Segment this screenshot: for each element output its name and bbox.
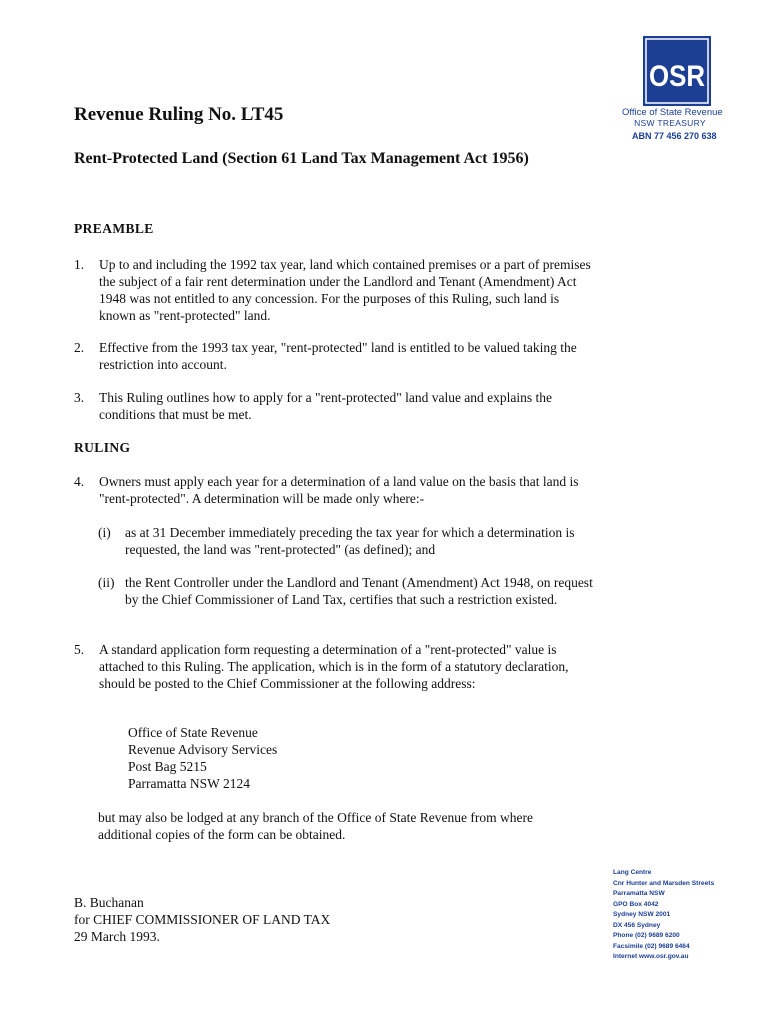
ruling-title: Revenue Ruling No. LT45 xyxy=(74,104,284,125)
postal-address xyxy=(128,724,277,792)
paragraph-text: Owners must apply each year for a determination of a land value on the basis that land is "rent-protected". A determination will be made only where:- xyxy=(99,474,579,506)
osr-logo-graphic xyxy=(643,36,711,106)
paragraph-3 xyxy=(74,389,594,423)
paragraph-number: 2. xyxy=(74,340,85,355)
paragraph-1 xyxy=(74,256,594,324)
signatory-role: for CHIEF COMMISSIONER OF LAND TAX xyxy=(74,912,331,927)
ruling-subtitle: Rent-Protected Land (Section 61 Land Tax Management Act 1956) xyxy=(74,150,529,167)
paragraph-text: Up to and including the 1992 tax year, land which contained premises or a part of premises the subject of a fair rent determination under the Landlord and Tenant (Amendment) Act 1948 was not entitled to any concession. For the purposes of this Ruling, such land is known as "rent-protected" land. xyxy=(99,257,591,323)
contact-line: Sydney NSW 2001 xyxy=(613,911,671,918)
address-line: Parramatta NSW 2124 xyxy=(128,776,250,791)
paragraph-4 xyxy=(74,473,594,507)
contact-line: Phone (02) 9689 6200 xyxy=(613,932,680,939)
ruling-heading: RULING xyxy=(74,440,131,455)
paragraph-text: A standard application form requesting a determination of a "rent-protected" value is attached to this Ruling. The application, which is in the form of a statutory declaration, should be posted to the Chief Commissioner at the following address: xyxy=(99,642,569,691)
paragraph-number: 3. xyxy=(74,390,85,405)
condition-number: (i) xyxy=(98,525,111,540)
condition-text: as at 31 December immediately preceding the tax year for which a determination is requested, the land was "rent-protected" (as defined); and xyxy=(125,525,575,557)
signature-date: 29 March 1993. xyxy=(74,929,160,944)
paragraph-2 xyxy=(74,339,594,373)
logo-organisation-name: Office of State Revenue xyxy=(622,107,723,118)
condition-number: (ii) xyxy=(98,575,115,590)
contact-line: Facsimile (02) 9689 6464 xyxy=(613,942,690,950)
paragraph-number: 5. xyxy=(74,642,85,657)
logo-mark-text: OSR xyxy=(649,60,706,93)
contact-line: Lang Centre xyxy=(613,869,652,876)
osr-logo-mark xyxy=(643,36,711,106)
paragraph-text: This Ruling outlines how to apply for a "rent-protected" land value and explains the conditions that must be met. xyxy=(99,390,553,422)
logo-abn: ABN 77 456 270 638 xyxy=(632,131,717,141)
address-line: Revenue Advisory Services xyxy=(128,742,278,757)
paragraph-number: 4. xyxy=(74,474,85,489)
closing-paragraph: but may also be lodged at any branch of the Office of State Revenue from where additional copies of the form can be obtained. xyxy=(98,810,533,842)
paragraph-text: Effective from the 1993 tax year, "rent-protected" land is entitled to be valued taking the restriction into account. xyxy=(99,340,577,372)
contact-details xyxy=(613,868,738,963)
signature-block xyxy=(74,894,330,945)
signatory-name: B. Buchanan xyxy=(74,895,144,910)
address-line: Office of State Revenue xyxy=(128,725,258,740)
contact-line: Cnr Hunter and Marsden Streets xyxy=(613,879,715,887)
logo-department: NSW TREASURY xyxy=(634,118,706,128)
contact-line: Parramatta NSW xyxy=(613,890,665,897)
contact-line: Internet www.osr.gov.au xyxy=(613,953,689,960)
contact-line: GPO Box 4042 xyxy=(613,900,659,908)
paragraph-number: 1. xyxy=(74,257,85,272)
condition-text: the Rent Controller under the Landlord and Tenant (Amendment) Act 1948, on request by the Chief Commissioner of Land Tax, certifies that such a restriction existed. xyxy=(125,575,593,607)
preamble-heading: PREAMBLE xyxy=(74,221,154,236)
paragraph-5 xyxy=(74,641,594,709)
contact-line: DX 456 Sydney xyxy=(613,921,661,929)
condition-ii xyxy=(98,574,598,625)
condition-i xyxy=(98,524,598,558)
address-line: Post Bag 5215 xyxy=(128,759,207,774)
